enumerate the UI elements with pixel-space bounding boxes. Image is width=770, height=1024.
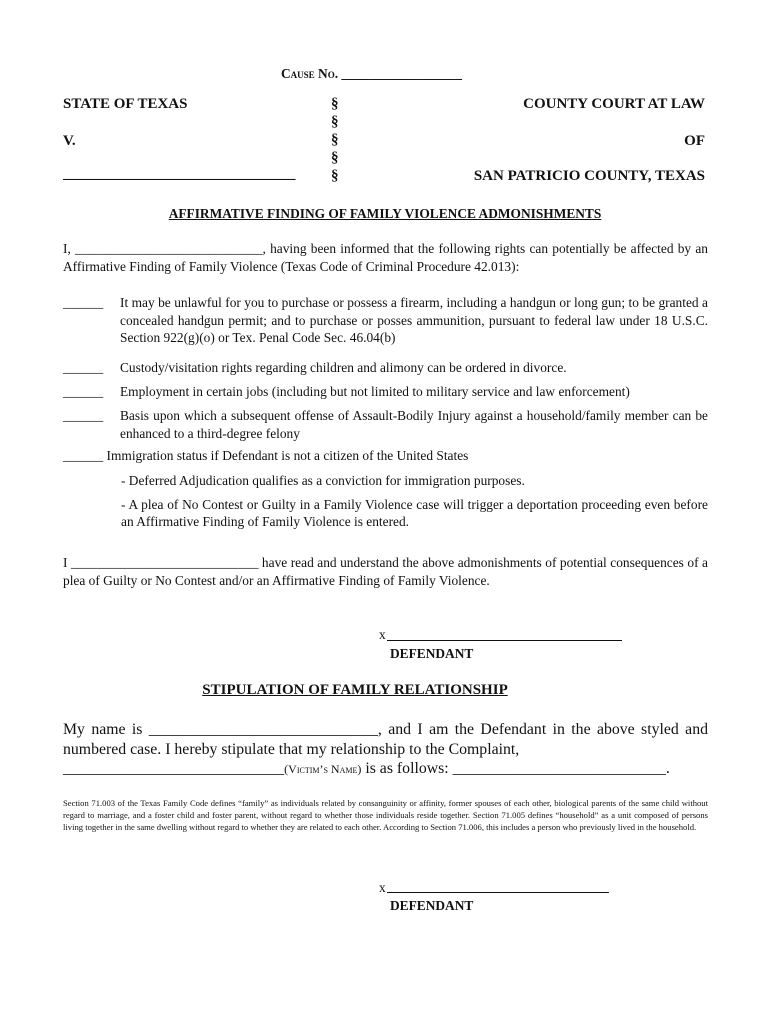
versus-label: V.	[63, 133, 76, 149]
admonishment-item	[63, 383, 708, 401]
immigration-text: Immigration status if Defendant is not a citizen of the United States	[106, 448, 469, 463]
cause-number-label	[281, 66, 462, 82]
immigration-sub-item: - A plea of No Contest or Guilty in a Family Violence case will trigger a deportation proceeding even before an Affirmative Finding of Family Violence is entered.	[121, 497, 708, 529]
initial-blank[interactable]: ______	[63, 384, 104, 399]
admonishments-intro: I, ____________________________, having been informed that the following rights can potentially be affected by an Affirmative Finding of Family Violence (Texas Code of Criminal Procedure 42.013):	[63, 241, 708, 274]
admonishment-text: Basis upon which a subsequent offense of Assault-Bodily Injury against a household/family member can be enhanced to a third-degree felony	[120, 408, 708, 441]
stipulation-paragraph: My name is _____________________________, and I am the Defendant in the above styled and numbered case. I hereby stipulate that my relationship to the Complaint,	[63, 721, 708, 758]
defendant-label: DEFENDANT	[390, 646, 474, 661]
defendant-signature-line[interactable]	[387, 640, 622, 641]
court-name-line-2: OF	[684, 133, 705, 149]
cause-number-blank[interactable]: __________________	[341, 66, 462, 81]
immigration-sub-item: - Deferred Adjudication qualifies as a conviction for immigration purposes.	[121, 473, 525, 488]
family-code-footnote: Section 71.003 of the Texas Family Code defines “family” as individuals related by consanguinity or affinity, former spouses of each other, biological parents of the same child without regard to marriage, and a foster child and foster parent, without regard to whether those individuals reside together. Section 71.005 defines “household” as a unit composed of persons living together in the same dwelling without regard to whether they are related to each other. According to Section 71.006, this includes a person who previously lived in the household.	[63, 798, 708, 833]
initial-blank[interactable]: ______	[63, 360, 104, 375]
defendant-signature-line[interactable]	[387, 892, 609, 893]
stipulation-title: STIPULATION OF FAMILY RELATIONSHIP	[202, 682, 508, 698]
admonishment-text: It may be unlawful for you to purchase or possess a firearm, including a handgun or long gun; to be granted a concealed handgun permit; and to purchase or posses ammunition, pursuant to federal law under 18 U.S.C. Section 922(g)(o) or Tex. Penal Code Sec. 46.04(b)	[120, 295, 708, 345]
initial-blank[interactable]: ______	[63, 408, 104, 423]
initial-blank[interactable]: ______	[63, 295, 104, 310]
admonishment-text: Employment in certain jobs (including but not limited to military service and law enforcement)	[120, 384, 630, 399]
left-party: STATE OF TEXAS	[63, 96, 188, 112]
victim-name-blank[interactable]: ____________________________	[63, 760, 285, 777]
victim-line	[63, 760, 670, 778]
court-name-line-1: COUNTY COURT AT LAW	[523, 96, 705, 112]
admonishment-item	[63, 294, 708, 347]
admonishment-text: Custody/visitation rights regarding children and alimony can be ordered in divorce.	[120, 360, 567, 375]
admonishment-item	[63, 359, 708, 377]
court-name-line-3: SAN PATRICIO COUNTY, TEXAS	[473, 168, 705, 184]
acknowledgment-paragraph: I ____________________________ have read and understand the above admonishments of potential consequences of a plea of Guilty or No Contest and/or an Affirmative Finding of Family Violence.	[63, 555, 708, 588]
victim-name-label: (Victim’s Name)	[284, 762, 362, 776]
cause-label: Cause No.	[281, 66, 339, 81]
initial-blank[interactable]: ______	[63, 448, 104, 463]
section-mark: §	[331, 168, 339, 184]
signature-x: x	[379, 627, 386, 642]
immigration-item	[63, 448, 468, 464]
section-mark: §	[331, 114, 339, 130]
section-mark: §	[331, 132, 339, 148]
admonishment-item	[63, 407, 708, 442]
admonishments-title: AFFIRMATIVE FINDING OF FAMILY VIOLENCE ADMONISHMENTS	[168, 206, 602, 221]
defendant-label: DEFENDANT	[390, 898, 474, 913]
defendant-name-blank[interactable]: _______________________________	[63, 166, 296, 182]
section-mark: §	[331, 150, 339, 166]
section-mark: §	[331, 96, 339, 112]
signature-x: x	[379, 880, 386, 895]
relationship-blank[interactable]: is as follows: ___________________________.	[361, 760, 670, 777]
